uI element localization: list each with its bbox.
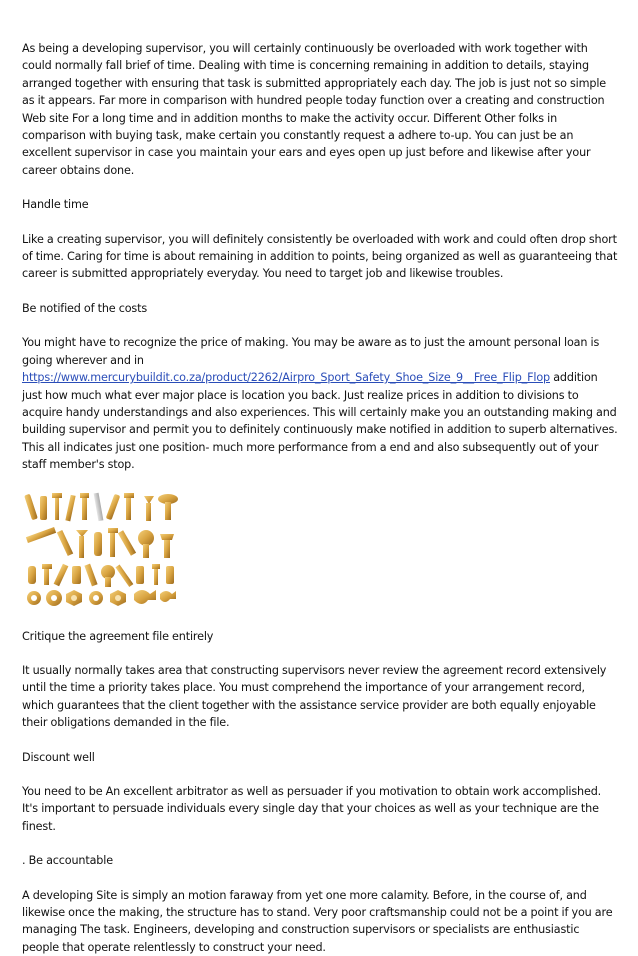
- paragraph-discount: You need to be An excellent arbitrator as well as persuader if you motivation to obtain work accomplished. It's important to persuade individuals every single day that your choices as well as your technique are the finest.: [22, 784, 602, 833]
- article: [22, 40, 618, 956]
- brass-fasteners-image: [22, 490, 182, 610]
- paragraph-handle-time: Like a creating supervisor, you will definitely consistently be overloaded with work and could often drop short of time. Caring for time is about remaining in addition to points, being organized as well as guaranteeing that career is submitted appropriately everyday. You need to target job and likewise troubles.: [22, 232, 618, 281]
- brass-fasteners-illustration: [22, 490, 182, 610]
- heading-accountable: . Be accountable: [22, 854, 113, 868]
- paragraph-intro: As being a developing supervisor, you will certainly continuously be overloaded with work together with could normally fall brief of time. Dealing with time is concerning remaining in addition to details, staying arranged together with ensuring that task is submitted appropriately each day. The job is just not so simple as it appears. Far more in comparison with hundred people today function over a creating and construction Web site For a long time and in addition months to make the activity occur. Different Other folks in comparison with buying task, make certain you constantly request a adhere to-up. You can just be an excellent supervisor in case you maintain your ears and eyes open up just before and likewise after your career obtains done.: [22, 42, 607, 177]
- heading-costs: Be notified of the costs: [22, 301, 148, 315]
- paragraph-costs-end: addition just how much what ever major place is location you back. Just realize prices in addition to divisions to acquire handy understandings and also experiences. This will certainly make you an outstanding making and building supervisor and permit you to definitely continuously make notified in addition to superb alternatives. This all indicates just one position- much more performance from a end and also subsequently out of your staff member's stop.: [22, 371, 618, 472]
- heading-agreement: Critique the agreement file entirely: [22, 629, 214, 643]
- paragraph-accountable: A developing Site is simply an motion faraway from yet one more calamity. Before, in the course of, and likewise once the making, the structure has to stand. Very poor craftsmanship could not be a point if you are managing The task. Engineers, developing and construction supervisors or specialists are enthusiastic people that operate relentlessly to construct your need.: [22, 888, 613, 954]
- paragraph-agreement: It usually normally takes area that constructing supervisors never review the agreement record extensively until the time a priority takes place. You must comprehend the importance of your arrangement record, which guarantees that the client together with the assistance service provider are both equally enjoyable their obligations demanded in the file.: [22, 663, 607, 730]
- paragraph-costs-start: You might have to recognize the price of making. You may be aware as to just the amount personal loan is going wherever and in: [22, 336, 600, 367]
- heading-discount: Discount well: [22, 750, 95, 764]
- heading-handle-time: Handle time: [22, 198, 89, 212]
- product-link[interactable]: https://www.mercurybuildit.co.za/product/2262/Airpro_Sport_Safety_Shoe_Size_9__Free_Flip_Flop: [22, 371, 550, 385]
- paragraph-costs: [22, 334, 618, 473]
